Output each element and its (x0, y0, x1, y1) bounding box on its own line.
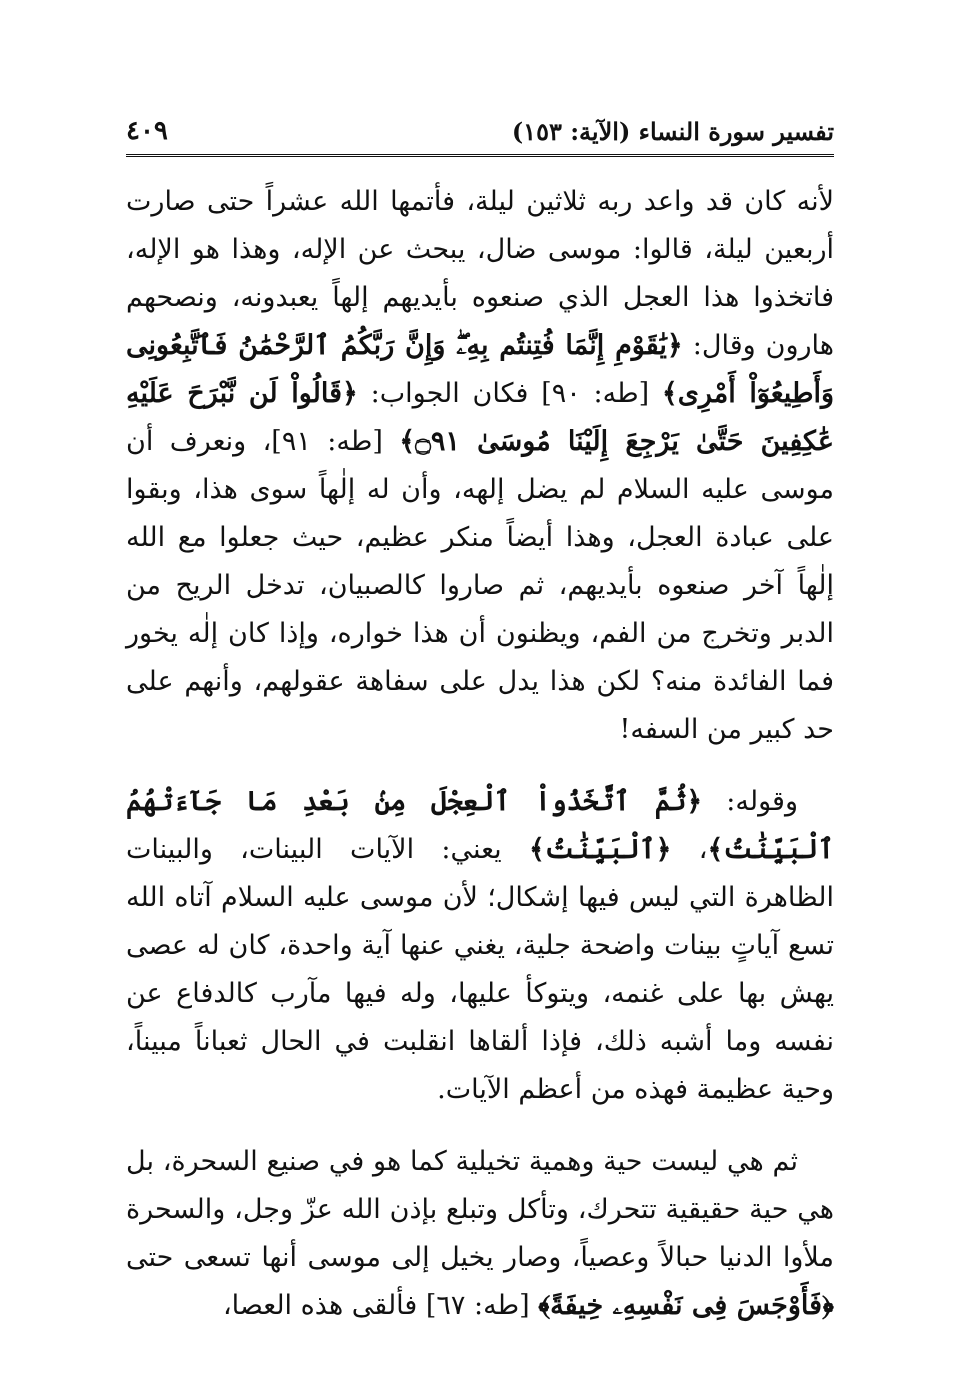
quran-verse: ﴿قَالُواْ لَن نَّبْرَحَ عَلَيْهِ عَٰكِفِينَ حَتَّىٰ يَرْجِعَ إِلَيْنَا مُوسَىٰ ۝٩١﴾ (126, 378, 834, 457)
text-segment: وقوله: (702, 786, 798, 817)
quran-verse: ﴿يَٰقَوْمِ إِنَّمَا فُتِنتُم بِهِۦۖ وَإِنَّ رَبَّكُمُ ٱلرَّحْمَٰنُ فَٱتَّبِعُونِى وَأَطِيعُوٓاْ أَمْرِى﴾ (126, 330, 834, 409)
paragraph-1 (126, 178, 834, 754)
paragraph-3 (126, 1138, 834, 1330)
quran-verse: ﴿ٱلْبَيِّنَٰتُ﴾ (529, 834, 672, 865)
running-header (126, 106, 834, 157)
text-segment: ، (671, 834, 708, 865)
quran-verse: ﴿فَأَوْجَسَ فِى نَفْسِهِۦ خِيفَةً﴾ (538, 1290, 834, 1321)
text-segment: [طه: ٦٧] فألقى هذه العصا، (222, 1290, 539, 1321)
text-segment: يعني: الآيات البينات، والبينات الظاهرة التي ليس فيها إشكال؛ لأن موسى عليه السلام آتاه الله تسع آياتٍ بينات واضحة جلية، يغني عنها آية واحدة، كان له عصى يهش بها على غنمه، ويتوكأ عليها، وله فيها مآرب كالدفاع عن نفسه وما أشبه ذلك، فإذا ألقاها انقلبت في الحال ثعباناً مبيناً، وحية عظيمة فهذه من أعظم الآيات. (126, 834, 834, 1105)
text-segment: ثم هي ليست حية وهمية تخيلية كما هو في صنيع السحرة، بل هي حية حقيقية تتحرك، وتأكل وتبلع بإذن الله عزّ وجل، والسحرة ملأوا الدنيا حبالاً وعصياً، وصار يخيل إلى موسى أنها تسعى حتى (126, 1146, 834, 1273)
text-segment: [طه: ٩١]، ونعرف أن موسى عليه السلام لم يضل إلهه، وأن له إلٰهاً سوى هذا، وبقوا على عبادة العجل، وهذا أيضاً منكر عظيم، حيث جعلوا مع الله إلٰهاً آخر صنعوه بأيديهم، ثم صاروا كالصبيان، تدخل الريح من الدبر وتخرج من الفم، ويظنون أن هذا خواره، وإذا كان إلٰه يخور فما الفائدة منه؟ لكن هذا يدل على سفاهة عقولهم، وأنهم على حد كبير من السفه! (126, 426, 834, 745)
text-segment: [طه: ٩٠] فكان الجواب: (357, 378, 662, 409)
page-number: ٤٠٩ (126, 116, 168, 146)
quran-verse: ﴿ثُمَّ ٱتَّخَذُواْ ٱلْعِجْلَ مِنۢ بَعْدِ مَا جَآءَتْهُمُ ٱلْبَيِّنَٰتُ﴾ (126, 786, 835, 865)
header-title: تفسير سورة النساء (الآية: ١٥٣) (511, 117, 834, 146)
text-segment: لأنه كان قد واعد ربه ثلاثين ليلة، فأتمها الله عشراً حتى صارت أربعين ليلة، قالوا: موسى ضال، يبحث عن الإله، وهذا هو الإله، فاتخذوا هذا العجل الذي صنعوه بأيديهم إلهاً يعبدونه، ونصحهم هارون وقال: (126, 186, 835, 361)
paragraph-2 (126, 778, 834, 1114)
body-text (126, 178, 834, 1330)
